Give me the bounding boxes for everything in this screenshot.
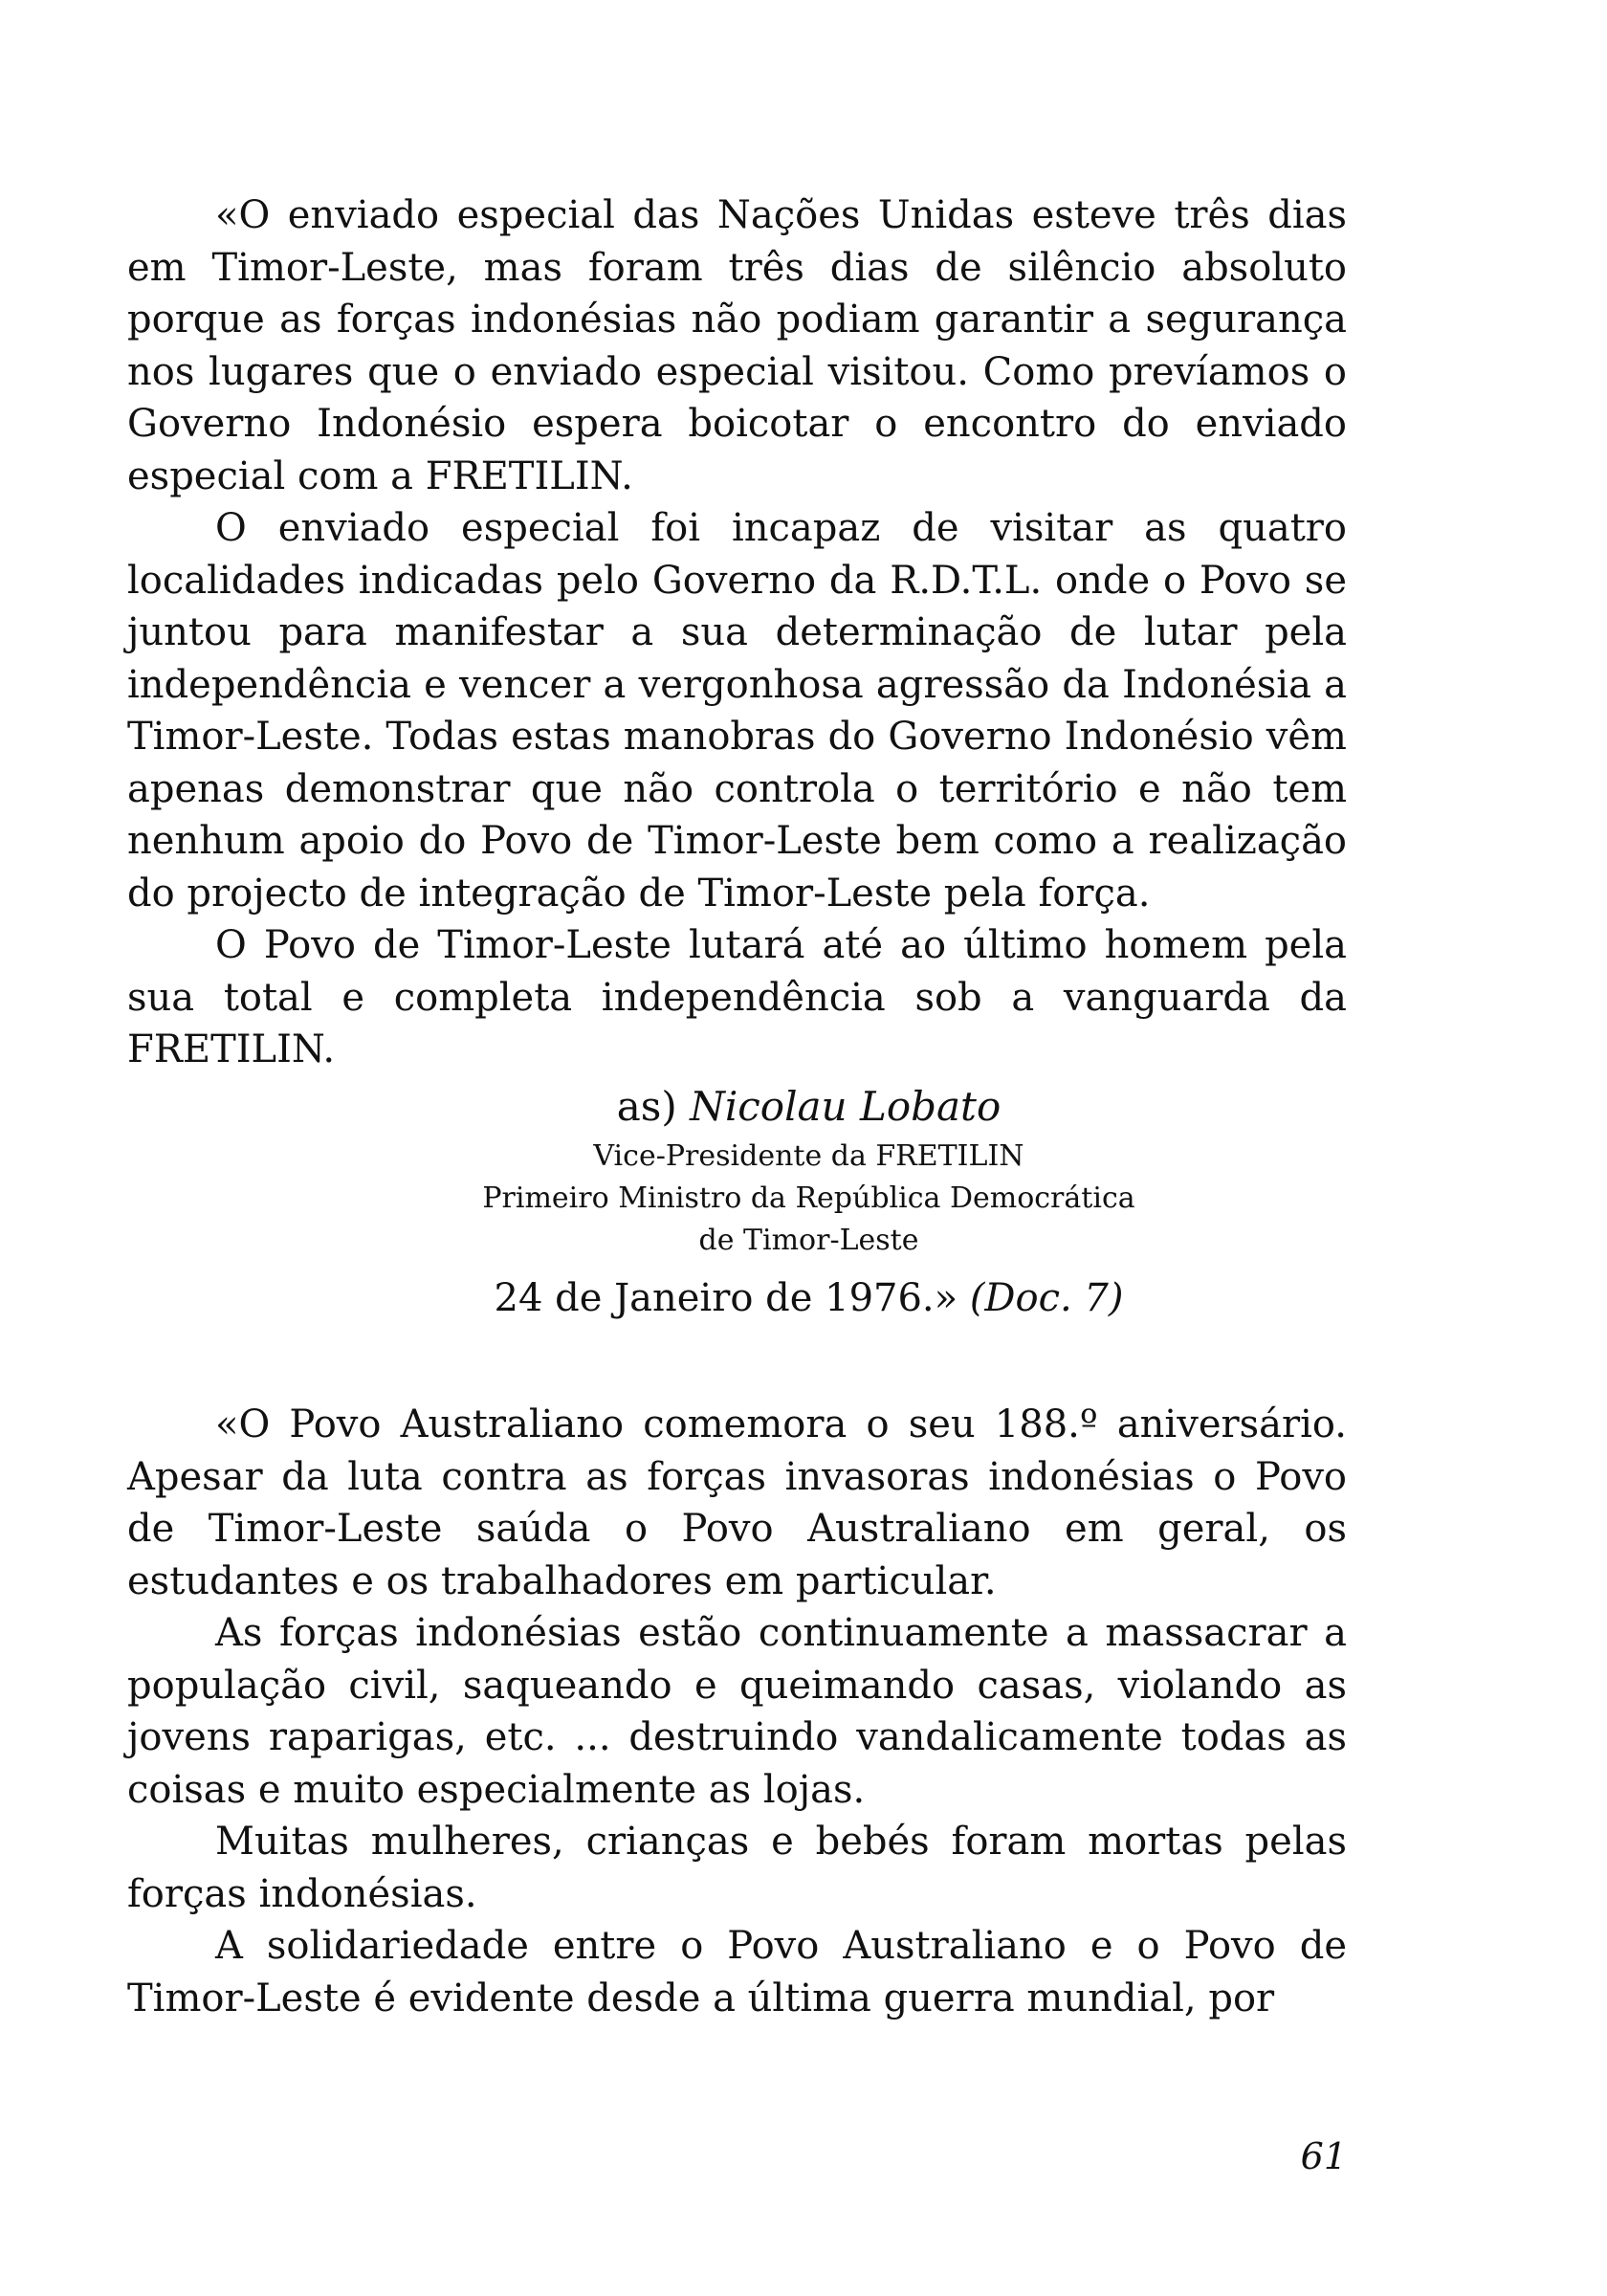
signature-date-line bbox=[127, 1268, 1347, 1329]
paragraph: A solidariedade entre o Povo Australiano e o Povo de Timor-Leste é evidente desde a última guerra mundial, por bbox=[127, 1924, 1347, 2020]
statement-text-block bbox=[127, 189, 1347, 1076]
signatory-role: de Timor-Leste bbox=[698, 1224, 919, 1257]
document-reference: (Doc. 7) bbox=[969, 1276, 1124, 1320]
signature-name-line bbox=[127, 1078, 1347, 1136]
paragraph: Muitas mulheres, crianças e bebés foram mortas pelas forças indonésias. bbox=[127, 1820, 1347, 1916]
page-number: 61 bbox=[1300, 2135, 1347, 2177]
paragraph: «O Povo Australiano comemora o seu 188.º aniversário. Apesar da luta contra as forças invasoras indonésias o Povo de Timor-Leste saúda o Povo Australiano em geral, os estudantes e os trabalhadores em particular. bbox=[127, 1402, 1347, 1603]
signatory-name: Nicolau Lobato bbox=[690, 1083, 1002, 1130]
signature-block bbox=[127, 1078, 1347, 1329]
paragraph: O enviado especial foi incapaz de visitar as quatro localidades indicadas pelo Governo da R.D.T.L. onde o Povo se juntou para manifestar a sua determinação de lutar pela independência e vencer a vergonhosa agressão da Indonésia a Timor-Leste. Todas estas manobras do Governo Indonésio vêm apenas demonstrar que não controla o território e não tem nenhum apoio do Povo de Timor-Leste bem como a realização do projecto de integração de Timor-Leste pela força. bbox=[127, 506, 1347, 916]
signature-prefix: as) bbox=[616, 1083, 677, 1130]
signatory-role: Vice-Presidente da FRETILIN bbox=[593, 1139, 1024, 1173]
signatory-role: Primeiro Ministro da República Democrática bbox=[482, 1181, 1135, 1215]
paragraph: «O enviado especial das Nações Unidas esteve três dias em Timor-Leste, mas foram três dias de silêncio absoluto porque as forças indonésias não podiam garantir a segurança nos lugares que o enviado especial visitou. Como prevíamos o Governo Indonésio espera boicotar o encontro do enviado especial com a FRETILIN. bbox=[127, 193, 1347, 498]
paragraph: As forças indonésias estão continuamente a massacrar a população civil, saqueando e queimando casas, violando as jovens raparigas, etc. ... destruindo vandalicamente todas as coisas e muito especialmente as lojas. bbox=[127, 1611, 1347, 1812]
signature-date: 24 de Janeiro de 1976.» bbox=[494, 1276, 958, 1320]
message-text-block bbox=[127, 1399, 1347, 2024]
paragraph: O Povo de Timor-Leste lutará até ao último homem pela sua total e completa independência sob a vanguarda da FRETILIN. bbox=[127, 923, 1347, 1071]
